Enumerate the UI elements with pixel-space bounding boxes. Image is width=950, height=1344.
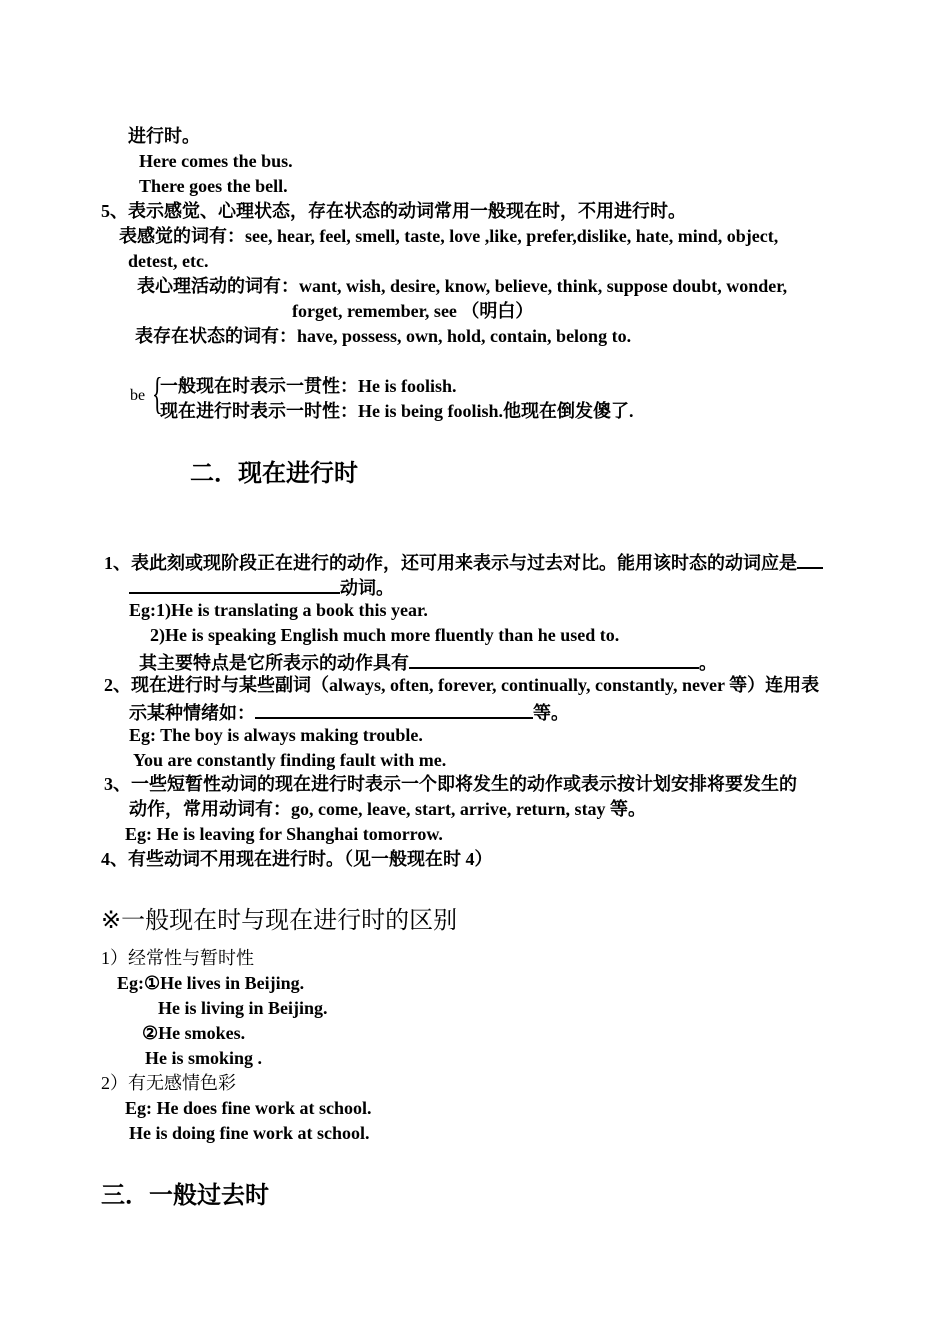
text-span: 1、表此刻或现阶段正在进行的动作，还可用来表示与过去对比。能用该时态的动词应是 [104, 553, 797, 573]
text-span: 其主要特点是它所表示的动作具有 [139, 653, 409, 673]
example-sentence: Eg:1)He is translating a book this year. [129, 600, 428, 620]
example-sentence: Eg: The boy is always making trouble. [129, 725, 423, 745]
example-sentence: Eg: He does fine work at school. [125, 1098, 372, 1118]
example-sentence: He is living in Beijing. [158, 998, 328, 1018]
text-line: 表存在状态的词有：have, possess, own, hold, contain, belong to. [135, 326, 632, 346]
example-sentence: There goes the bell. [139, 176, 288, 196]
example-sentence: 2)He is speaking English much more fluently than he used to. [150, 625, 620, 645]
rule-item-2: 2、现在进行时与某些副词（always, often, forever, continually, constantly, never 等）连用表 [104, 675, 820, 695]
rule-item-1 [104, 549, 823, 574]
example-sentence: He is doing fine work at school. [129, 1123, 370, 1143]
rule-item-3: 3、一些短暂性动词的现在进行时表示一个即将发生的动作或表示按计划安排将要发生的 [104, 774, 797, 794]
example-sentence: ②He smokes. [142, 1023, 246, 1043]
text-line: 现在进行时表示一时性：He is being foolish.他现在倒发傻了. [160, 401, 634, 421]
example-sentence: Eg:①He lives in Beijing. [117, 973, 305, 993]
text-line: 一般现在时表示一贯性：He is foolish. [160, 376, 457, 396]
fill-blank[interactable] [409, 649, 699, 669]
text-span: 。 [699, 653, 717, 673]
subsection-heading: ※一般现在时与现在进行时的区别 [101, 906, 458, 934]
text-line [129, 699, 569, 724]
fill-blank[interactable] [255, 699, 533, 719]
point-1: 1）经常性与暂时性 [101, 948, 254, 968]
text-line: forget, remember, see （明白） [292, 301, 534, 321]
point-2: 2）有无感情色彩 [101, 1073, 236, 1093]
text-span: 等。 [533, 703, 569, 723]
brace-icon: { [152, 369, 163, 418]
section-heading: 三．一般过去时 [101, 1181, 269, 1209]
text-span: 动词。 [340, 578, 394, 598]
text-line: 表感觉的词有：see, hear, feel, smell, taste, love ,like, prefer,dislike, hate, mind, object, [119, 226, 779, 246]
rule-item-4: 4、有些动词不用现在进行时。（见一般现在时 4） [101, 849, 493, 869]
example-sentence: Eg: He is leaving for Shanghai tomorrow. [125, 824, 443, 844]
text-line: 进行时。 [128, 126, 200, 146]
text-line [139, 649, 717, 674]
text-line [129, 574, 394, 599]
text-line: 表心理活动的词有：want, wish, desire, know, believe, think, suppose doubt, wonder, [137, 276, 788, 296]
text-line: detest, etc. [128, 251, 209, 271]
rule-item-5: 5、表示感觉、心理状态，存在状态的动词常用一般现在时，不用进行时。 [101, 201, 686, 221]
text-span: 示某种情绪如： [129, 703, 255, 723]
fill-blank[interactable] [797, 549, 823, 569]
fill-blank[interactable] [129, 574, 340, 594]
example-sentence: Here comes the bus. [139, 151, 293, 171]
be-label: be [130, 387, 146, 404]
section-heading: 二．现在进行时 [190, 459, 358, 487]
example-sentence: You are constantly finding fault with me. [133, 750, 447, 770]
example-sentence: He is smoking . [145, 1048, 263, 1068]
text-line: 动作，常用动词有：go, come, leave, start, arrive, return, stay 等。 [129, 799, 647, 819]
